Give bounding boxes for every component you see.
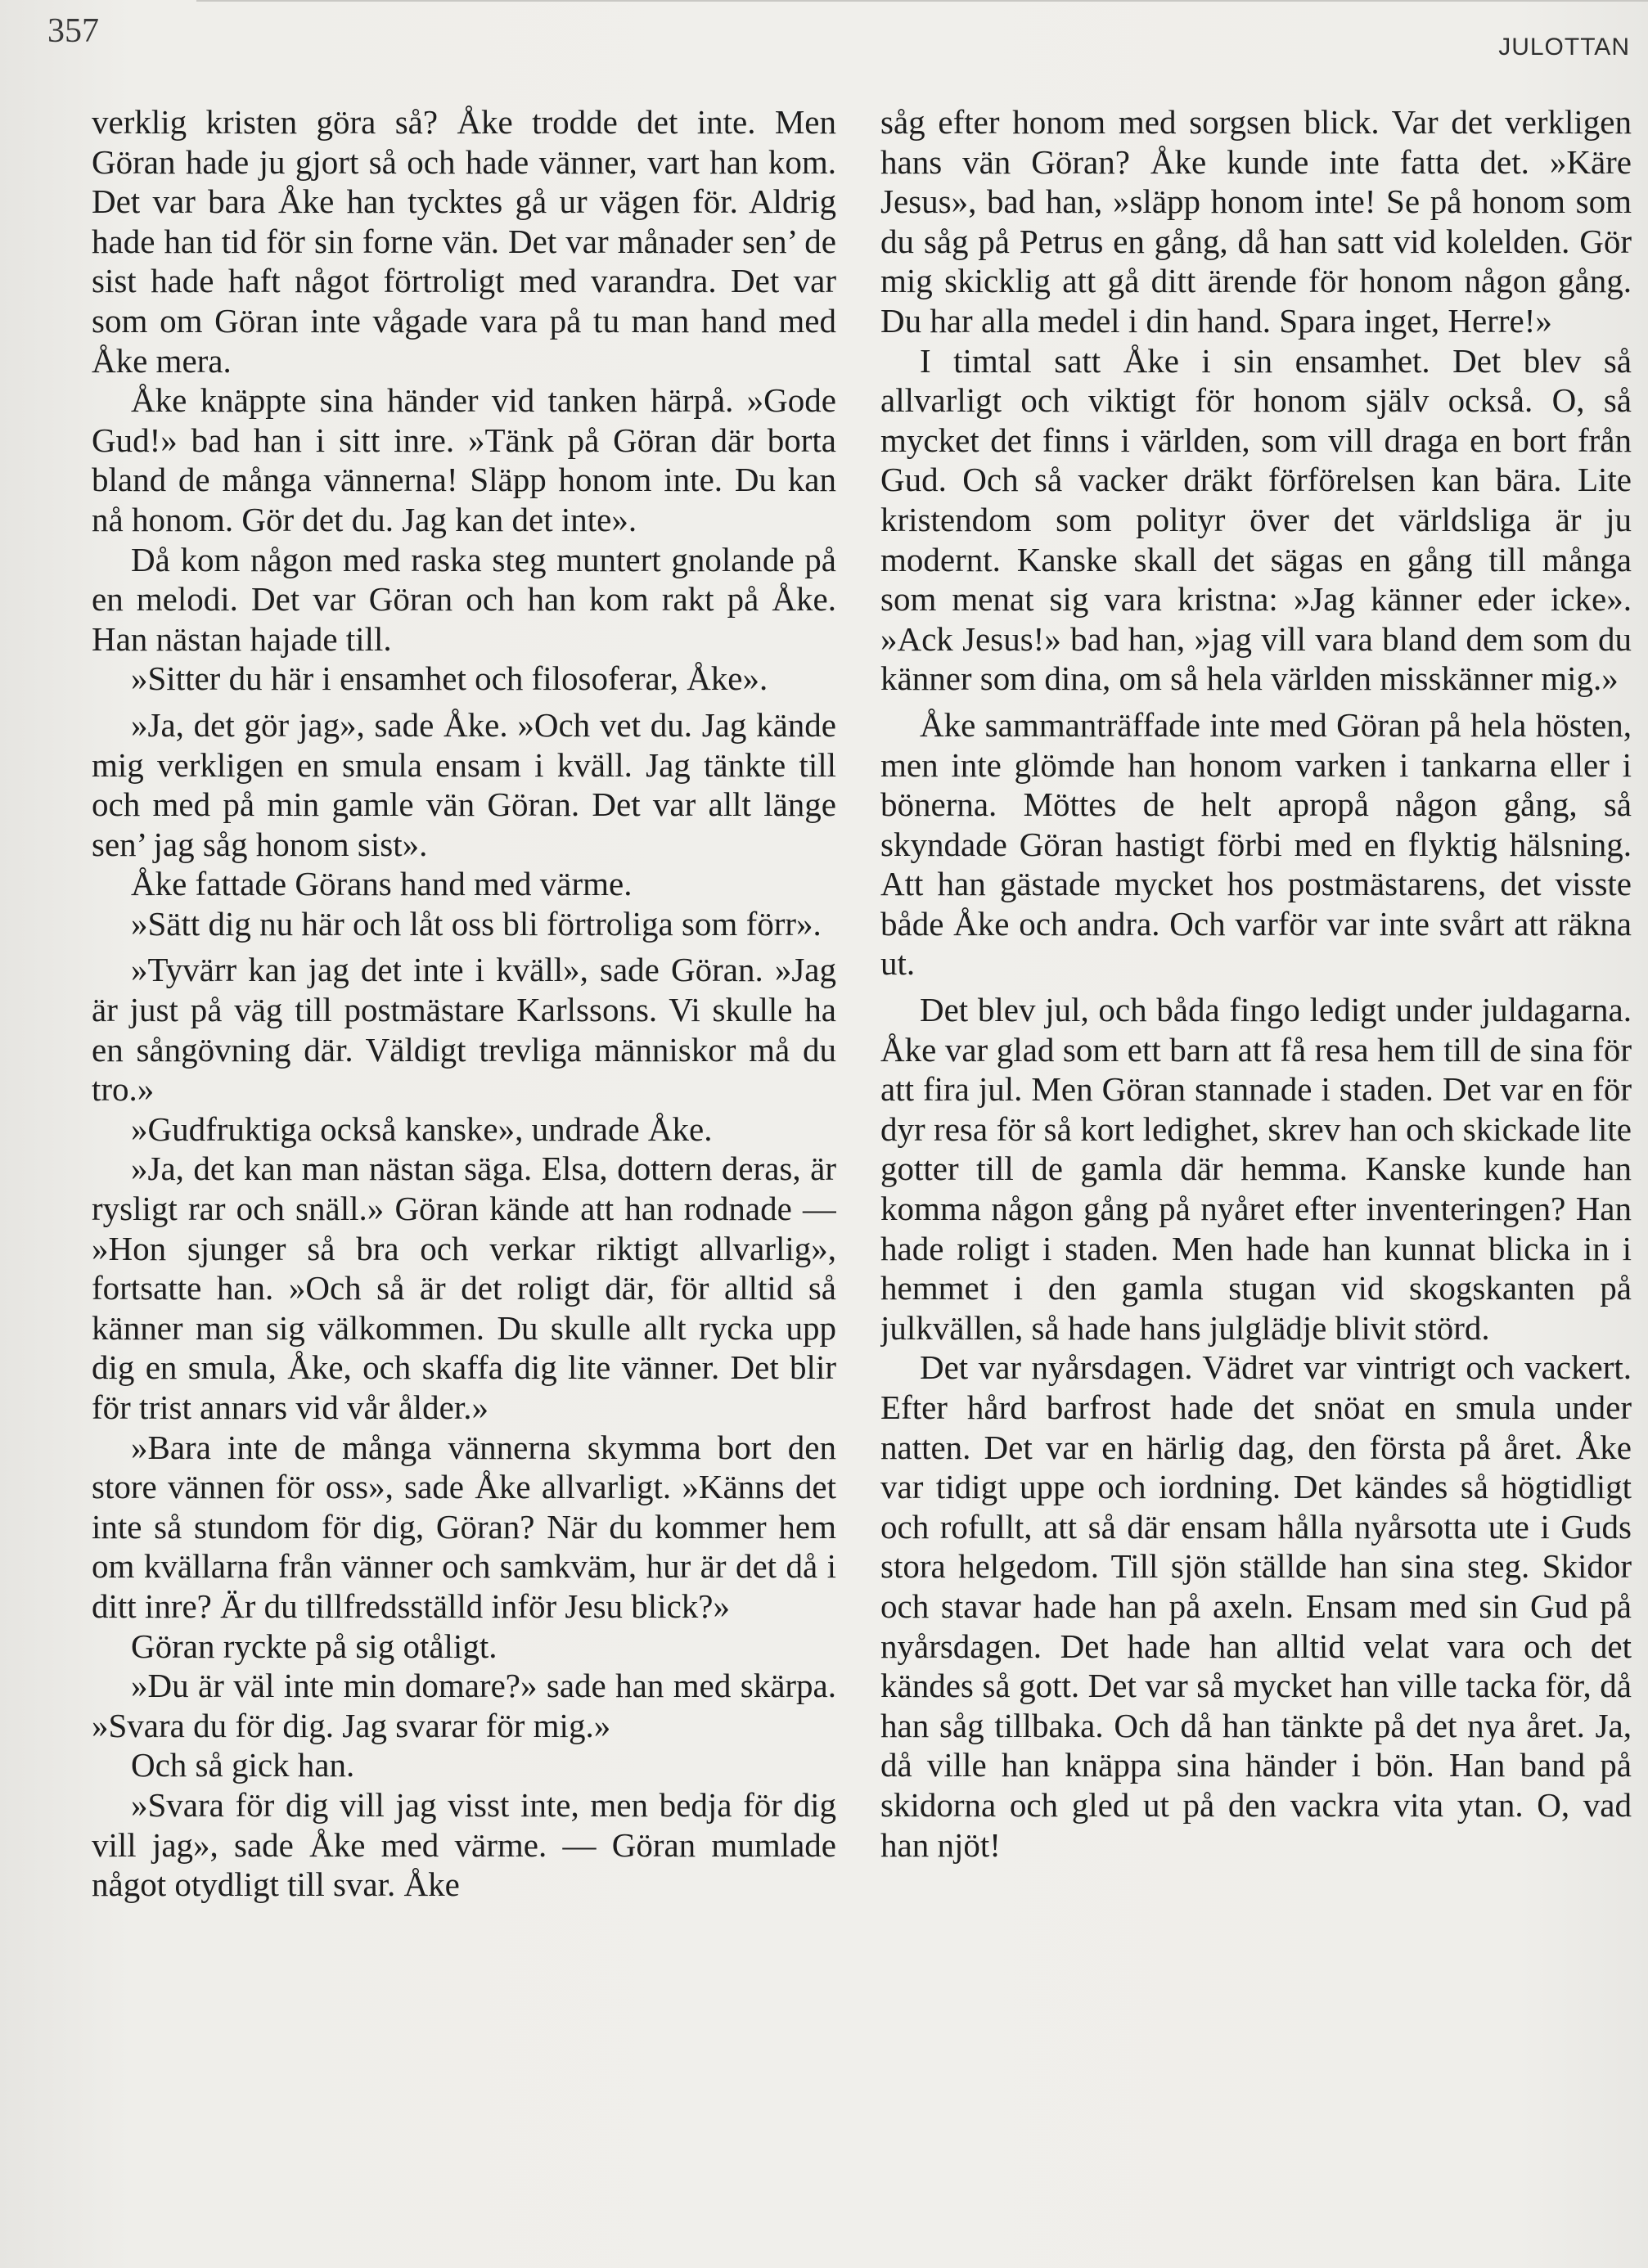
paragraph: Göran ryckte på sig otåligt. — [131, 1627, 498, 1665]
right-column — [880, 102, 1632, 2254]
left-column — [92, 102, 836, 2254]
paragraph: Då kom någon med raska steg muntert gnolande på en melodi. Det var Göran och han kom rakt på Åke. Han nästan hajade till. — [92, 540, 836, 658]
paragraph: Åke sammanträffade inte med Göran på hela hösten, men inte glömde han honom varken i tankarna eller i bönerna. Möttes de helt apropå någon gång, så skyndade Göran hastigt förbi med en flyktig hälsning. Att han gästade mycket hos postmästarens, det visste både Åke och andra. Och varför var inte svårt att räkna ut. — [880, 705, 1632, 983]
top-edge-rule — [196, 0, 1648, 2]
paragraph: »Svara för dig vill jag visst inte, men bedja för dig vill jag», sade Åke med värme. — Göran mumlade något otydligt till svar. Åke — [92, 1785, 836, 1904]
paragraph: Det var nyårsdagen. Vädret var vintrigt och vackert. Efter hård barfrost hade det snöat en smula under natten. Det var en härlig dag, den första på året. Åke var tidigt uppe och iordning. Det kändes så högtidligt och rofullt, att så där ensam hålla nyårsotta ute i Guds stora helgedom. Till sjön ställde han sina steg. Skidor och stavar hade han på axeln. Ensam med sin Gud på nyårsdagen. Det hade han alltid velat vara och det kändes så gott. Det var så mycket han ville tacka för, då han såg tillbaka. Och då han tänkte på det nya året. Ja, då ville han knäppa sina händer i bön. Han band på skidorna och gled ut på den vackra vita ytan. O, vad han njöt! — [880, 1348, 1632, 1864]
paragraph: verklig kristen göra så? Åke trodde det inte. Men Göran hade ju gjort så och hade vänner, vart han kom. Det var bara Åke han tycktes gå ur vägen för. Aldrig hade han tid för sin forne vän. Det var månader sen’ de sist hade haft något förtroligt med varandra. Det var som om Göran inte vågade vara på tu man hand med Åke mera. — [92, 103, 836, 380]
running-head: JULOTTAN — [1498, 34, 1630, 61]
paragraph: »Du är väl inte min domare?» sade han med skärpa. »Svara du för dig. Jag svarar för mig.» — [92, 1667, 836, 1744]
page-number: 357 — [47, 12, 99, 50]
paragraph: Och så gick han. — [131, 1746, 355, 1784]
paragraph: »Sitter du här i ensamhet och filosoferar, Åke». — [131, 659, 768, 698]
paragraph: »Sätt dig nu här och låt oss bli förtroliga som förr». — [131, 904, 822, 943]
paragraph: Åke knäppte sina händer vid tanken härpå. »Gode Gud!» bad han i sitt inre. »Tänk på Göran där borta bland de många vännerna! Släpp honom inte. Du kan nå honom. Gör det du. Jag kan det inte». — [92, 381, 836, 538]
paragraph: »Ja, det kan man nästan säga. Elsa, dottern deras, är rysligt rar och snäll.» Göran kände att han rodnade — »Hon sjunger så bra och verkar riktigt allvarlig», fortsatte han. »Och så är det roligt där, för alltid så känner man sig välkommen. Du skulle allt rycka upp dig en smula, Åke, och skaffa dig lite vänner. Det blir för trist annars vid vår ålder.» — [92, 1150, 836, 1426]
paragraph: Åke fattade Görans hand med värme. — [131, 865, 633, 903]
paragraph: såg efter honom med sorgsen blick. Var det verkligen hans vän Göran? Åke kunde inte fatta det. »Käre Jesus», bad han, »släpp honom inte! Se på honom som du såg på Petrus en gång, då han satt vid kolelden. Gör mig skicklig att gå ditt ärende för honom någon gång. Du har alla medel i din hand. Spara inget, Herre!» — [880, 103, 1632, 340]
paragraph: »Gudfruktiga också kanske», undrade Åke. — [131, 1109, 713, 1148]
paragraph: »Ja, det gör jag», sade Åke. »Och vet du. Jag kände mig verkligen en smula ensam i kväll. Jag tänkte till och med på min gamle vän Göran. Det var allt länge sen’ jag såg honom sist». — [92, 705, 836, 863]
paragraph: Det blev jul, och båda fingo ledigt under juldagarna. Åke var glad som ett barn att få resa hem till de sina för att fira jul. Men Göran stannade i staden. Det var en för dyr resa för så kort ledighet, skrev han och skickade lite gotter till de gamla där hemma. Kanske kunde han komma någon gång på nyåret efter inventeringen? Han hade roligt i staden. Men hade han kunnat blicka in i hemmet i den gamla stugan vid skogskanten på julkvällen, så hade hans julglädje blivit störd. — [880, 991, 1632, 1347]
paragraph: »Tyvärr kan jag det inte i kväll», sade Göran. »Jag är just på väg till postmästare Karlssons. Vi skulle ha en sångövning där. Väldigt trevliga människor må du tro.» — [92, 951, 836, 1109]
paragraph: »Bara inte de många vännerna skymma bort den store vännen för oss», sade Åke allvarligt. »Känns det inte så stundom för dig, Göran? När du kommer hem om kvällarna från vänner och samkväm, hur är det då i ditt inre? Är du tillfredsställd inför Jesu blick?» — [92, 1428, 836, 1625]
paragraph: I timtal satt Åke i sin ensamhet. Det blev så allvarligt och viktigt för honom själv också. O, så mycket det finns i världen, som vill draga en bort från Gud. Och så vacker dräkt förförelsen kan bära. Lite kristendom som polityr över det världsliga är ju modernt. Kanske skall det sägas en gång till många som menat sig vara kristna: »Jag känner eder icke». »Ack Jesus!» bad han, »jag vill vara bland dem som du känner som dina, om så hela världen misskänner mig.» — [880, 341, 1632, 698]
